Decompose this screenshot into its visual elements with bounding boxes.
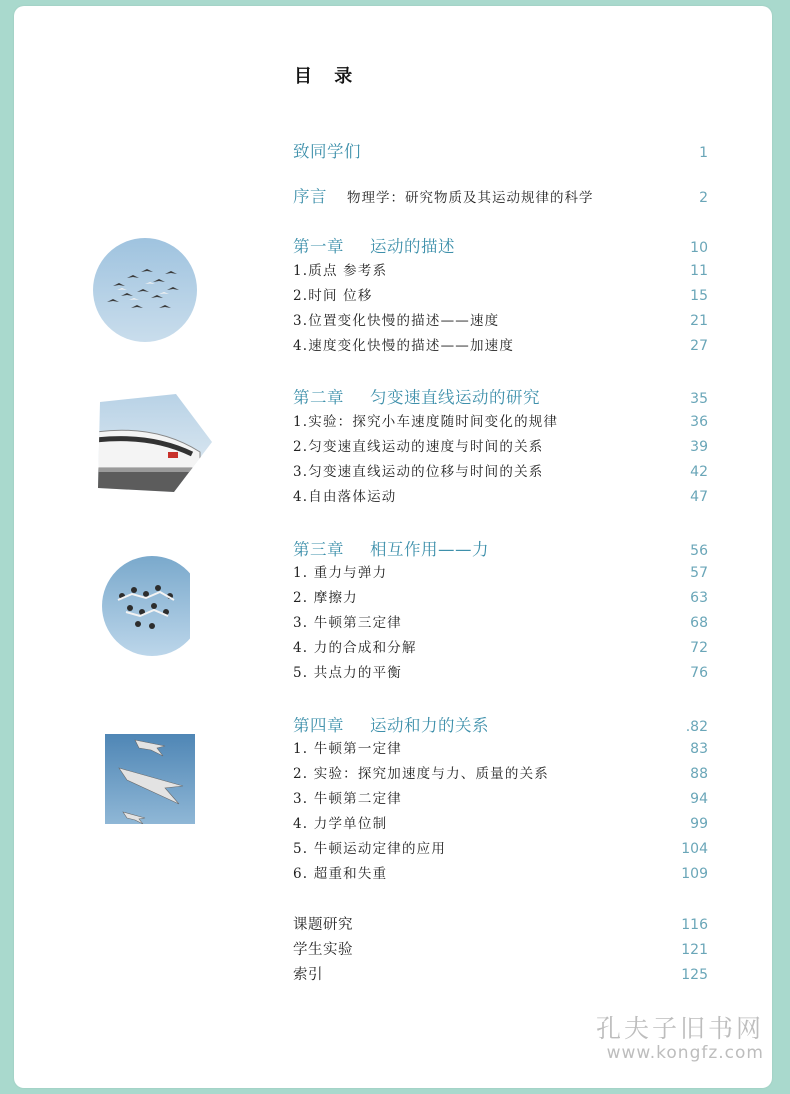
toc-section-4-4[interactable]: [293, 812, 708, 834]
appendix-title: 索引: [293, 967, 323, 983]
appendix-title: 学生实验: [293, 942, 353, 958]
section-title: 4.自由落体运动: [293, 489, 397, 505]
section-title: 1.质点 参考系: [293, 263, 388, 279]
section-title: 4. 力学单位制: [293, 816, 388, 832]
skydivers-formation-image: [102, 556, 190, 656]
page-title: 目 录: [294, 66, 361, 87]
toc-section-2-2[interactable]: [293, 435, 708, 457]
preface-subtitle: 物理学：研究物质及其运动规律的科学: [347, 190, 594, 206]
section-page: 63: [690, 590, 708, 606]
appendix-page: 125: [681, 967, 708, 983]
section-title: 2.时间 位移: [293, 288, 373, 304]
section-page: 68: [690, 615, 708, 631]
preface-label: 序言: [293, 187, 327, 206]
section-title: 3. 牛顿第二定律: [293, 791, 402, 807]
toc-section-4-3[interactable]: [293, 787, 708, 809]
toc-section-2-1[interactable]: [293, 410, 708, 432]
chapter-1-title: 运动的描述: [370, 237, 455, 256]
section-page: 21: [690, 313, 708, 329]
section-title: 1. 重力与弹力: [293, 565, 388, 581]
toc-section-3-2[interactable]: [293, 586, 708, 608]
preface-page: 2: [699, 190, 708, 206]
chapter-2-page: 35: [690, 391, 708, 407]
watermark: [596, 1015, 764, 1063]
watermark-name: 孔夫子旧书网: [595, 1014, 764, 1043]
chapter-3-heading[interactable]: [293, 536, 708, 558]
section-title: 2. 摩擦力: [293, 590, 358, 606]
toc-section-4-5[interactable]: [293, 837, 708, 859]
toc-section-3-1[interactable]: [293, 561, 708, 583]
chapter-1-number: 第一章: [293, 237, 344, 256]
section-page: 11: [690, 263, 708, 279]
section-page: 57: [690, 565, 708, 581]
chapter-4-title: 运动和力的关系: [370, 716, 489, 735]
chapter-2-title: 匀变速直线运动的研究: [370, 388, 540, 407]
maglev-train-image: [96, 394, 214, 494]
intro-page: 1: [699, 145, 708, 161]
toc-entry-experiments[interactable]: [293, 938, 708, 960]
toc-section-1-4[interactable]: [293, 334, 708, 356]
section-title: 2. 实验：探究加速度与力、质量的关系: [293, 766, 549, 782]
section-title: 3.位置变化快慢的描述——速度: [293, 313, 500, 329]
section-title: 1. 牛顿第一定律: [293, 741, 402, 757]
section-title: 3.匀变速直线运动的位移与时间的关系: [293, 464, 544, 480]
section-title: 5. 牛顿运动定律的应用: [293, 841, 447, 857]
section-title: 2.匀变速直线运动的速度与时间的关系: [293, 439, 544, 455]
section-page: 94: [690, 791, 708, 807]
section-page: 47: [690, 489, 708, 505]
chapter-4-heading[interactable]: [293, 712, 708, 734]
watermark-url: www.kongfz.com: [606, 1043, 764, 1063]
section-page: 72: [690, 640, 708, 656]
section-title: 6. 超重和失重: [293, 866, 388, 882]
appendix-page: 116: [681, 917, 708, 933]
toc-section-3-4[interactable]: [293, 636, 708, 658]
toc-section-4-1[interactable]: [293, 737, 708, 759]
chapter-3-title: 相互作用——力: [370, 540, 489, 559]
chapter-3-number: 第三章: [293, 540, 344, 559]
toc-section-1-2[interactable]: [293, 284, 708, 306]
appendix-page: 121: [681, 942, 708, 958]
chapter-4-page: .82: [685, 719, 708, 735]
chapter-1-heading[interactable]: [293, 233, 708, 255]
chapter-1-page: 10: [690, 240, 708, 256]
toc-section-1-3[interactable]: [293, 309, 708, 331]
fighter-jets-image: [105, 734, 195, 824]
section-page: 109: [681, 866, 708, 882]
flock-of-birds-image: [93, 238, 197, 342]
section-page: 42: [690, 464, 708, 480]
toc-entry-index[interactable]: [293, 963, 708, 985]
toc-section-1-1[interactable]: [293, 259, 708, 281]
section-title: 3. 牛顿第三定律: [293, 615, 402, 631]
toc-section-2-3[interactable]: [293, 460, 708, 482]
section-page: 88: [690, 766, 708, 782]
section-page: 15: [690, 288, 708, 304]
section-page: 76: [690, 665, 708, 681]
toc-section-4-6[interactable]: [293, 862, 708, 884]
section-page: 83: [690, 741, 708, 757]
section-page: 36: [690, 414, 708, 430]
appendix-title: 课题研究: [293, 917, 353, 933]
toc-section-4-2[interactable]: [293, 762, 708, 784]
section-page: 99: [690, 816, 708, 832]
toc-entry-preface[interactable]: [293, 183, 708, 205]
chapter-3-page: 56: [690, 543, 708, 559]
toc-section-3-3[interactable]: [293, 611, 708, 633]
section-page: 27: [690, 338, 708, 354]
toc-section-2-4[interactable]: [293, 485, 708, 507]
section-page: 104: [681, 841, 708, 857]
toc-entry-intro[interactable]: [293, 138, 708, 160]
chapter-2-heading[interactable]: [293, 384, 708, 406]
section-title: 1.实验：探究小车速度随时间变化的规律: [293, 414, 559, 430]
chapter-2-number: 第二章: [293, 388, 344, 407]
toc-entry-research[interactable]: [293, 913, 708, 935]
section-title: 4. 力的合成和分解: [293, 640, 417, 656]
section-page: 39: [690, 439, 708, 455]
section-title: 5. 共点力的平衡: [293, 665, 402, 681]
toc-section-3-5[interactable]: [293, 661, 708, 683]
section-title: 4.速度变化快慢的描述——加速度: [293, 338, 515, 354]
chapter-4-number: 第四章: [293, 716, 344, 735]
intro-label: 致同学们: [293, 142, 361, 161]
